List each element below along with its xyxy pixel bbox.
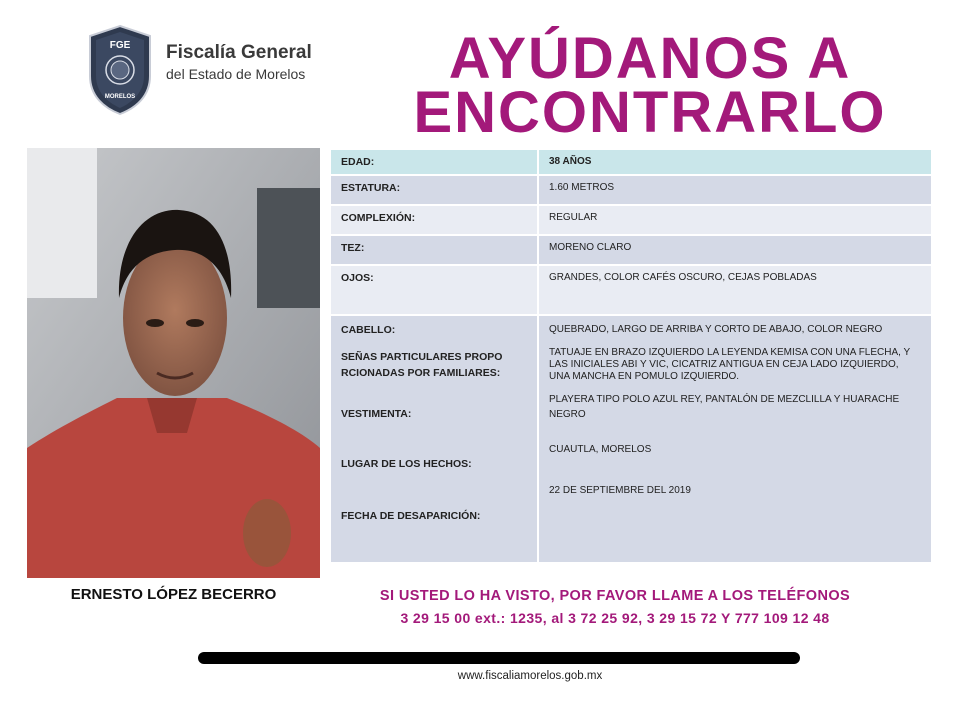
vestimenta-label: VESTIMENTA: xyxy=(341,407,412,420)
tez-label: TEZ: xyxy=(330,235,538,265)
detail-row-tez xyxy=(330,235,932,265)
fge-shield-logo xyxy=(86,24,154,116)
headline-line-2: ENCONTRARLO xyxy=(413,80,887,145)
fecha-label: FECHA DE DESAPARICIÓN: xyxy=(341,509,481,522)
tez-value: MORENO CLARO xyxy=(538,235,932,265)
ojos-label: OJOS: xyxy=(330,265,538,315)
edad-label: EDAD: xyxy=(330,149,538,175)
senas-label: SEÑAS PARTICULARES PROPO RCIONADAS POR FAMILIARES: xyxy=(341,351,503,379)
detail-row-complexion xyxy=(330,205,932,235)
detail-row-ojos xyxy=(330,265,932,315)
lugar-value: CUAUTLA, MORELOS xyxy=(549,444,652,455)
website-link[interactable]: www.fiscaliamorelos.gob.mx xyxy=(457,670,603,682)
divider-bar xyxy=(198,652,800,664)
complexion-value: REGULAR xyxy=(538,205,932,235)
detail-row-estatura xyxy=(330,175,932,205)
edad-value: 38 AÑOS xyxy=(538,149,932,175)
lugar-label: LUGAR DE LOS HECHOS: xyxy=(341,457,472,470)
estatura-label: ESTATURA: xyxy=(330,175,538,205)
complexion-label: COMPLEXIÓN: xyxy=(330,205,538,235)
detail-row-multi xyxy=(330,315,932,563)
contact-line-1: SI USTED LO HA VISTO, POR FAVOR LLAME A LOS TELÉFONOS xyxy=(379,588,851,604)
contact-phones: 3 29 15 00 ext.: 1235, al 3 72 25 92, 3 29 15 72 Y 777 109 12 48 xyxy=(400,610,830,626)
cabello-label: CABELLO: xyxy=(341,324,396,336)
org-subtitle: del Estado de Morelos xyxy=(166,66,306,82)
ojos-value: GRANDES, COLOR CAFÉS OSCURO, CEJAS POBLADAS xyxy=(538,265,932,315)
person-name: ERNESTO LÓPEZ BECERRO xyxy=(70,586,277,603)
senas-value: TATUAJE EN BRAZO IZQUIERDO LA LEYENDA KEMISA CON UNA FLECHA, Y LAS INICIALES ABI Y VIC, CICATRIZ ANTIGUA EN CEJA LADO IZQUIERDO, UNA MANCHA EN POMULO IZQUIERDO. xyxy=(549,347,911,382)
vestimenta-value: PLAYERA TIPO POLO AZUL REY, PANTALÓN DE MEZCLILLA Y HUARACHE NEGRO xyxy=(549,394,900,420)
org-name: Fiscalía General xyxy=(166,42,312,63)
cabello-value: QUEBRADO, LARGO DE ARRIBA Y CORTO DE ABAJO, COLOR NEGRO xyxy=(549,324,883,335)
missing-person-photo xyxy=(27,148,320,578)
logo-text: FGE xyxy=(109,40,131,51)
estatura-value: 1.60 METROS xyxy=(538,175,932,205)
fecha-value: 22 DE SEPTIEMBRE DEL 2019 xyxy=(549,485,691,496)
headline-line-1: AYÚDANOS A xyxy=(448,26,852,91)
logo-bottom-text: MORELOS xyxy=(104,94,136,100)
detail-row-edad xyxy=(330,149,932,175)
person-details-table xyxy=(329,148,933,564)
